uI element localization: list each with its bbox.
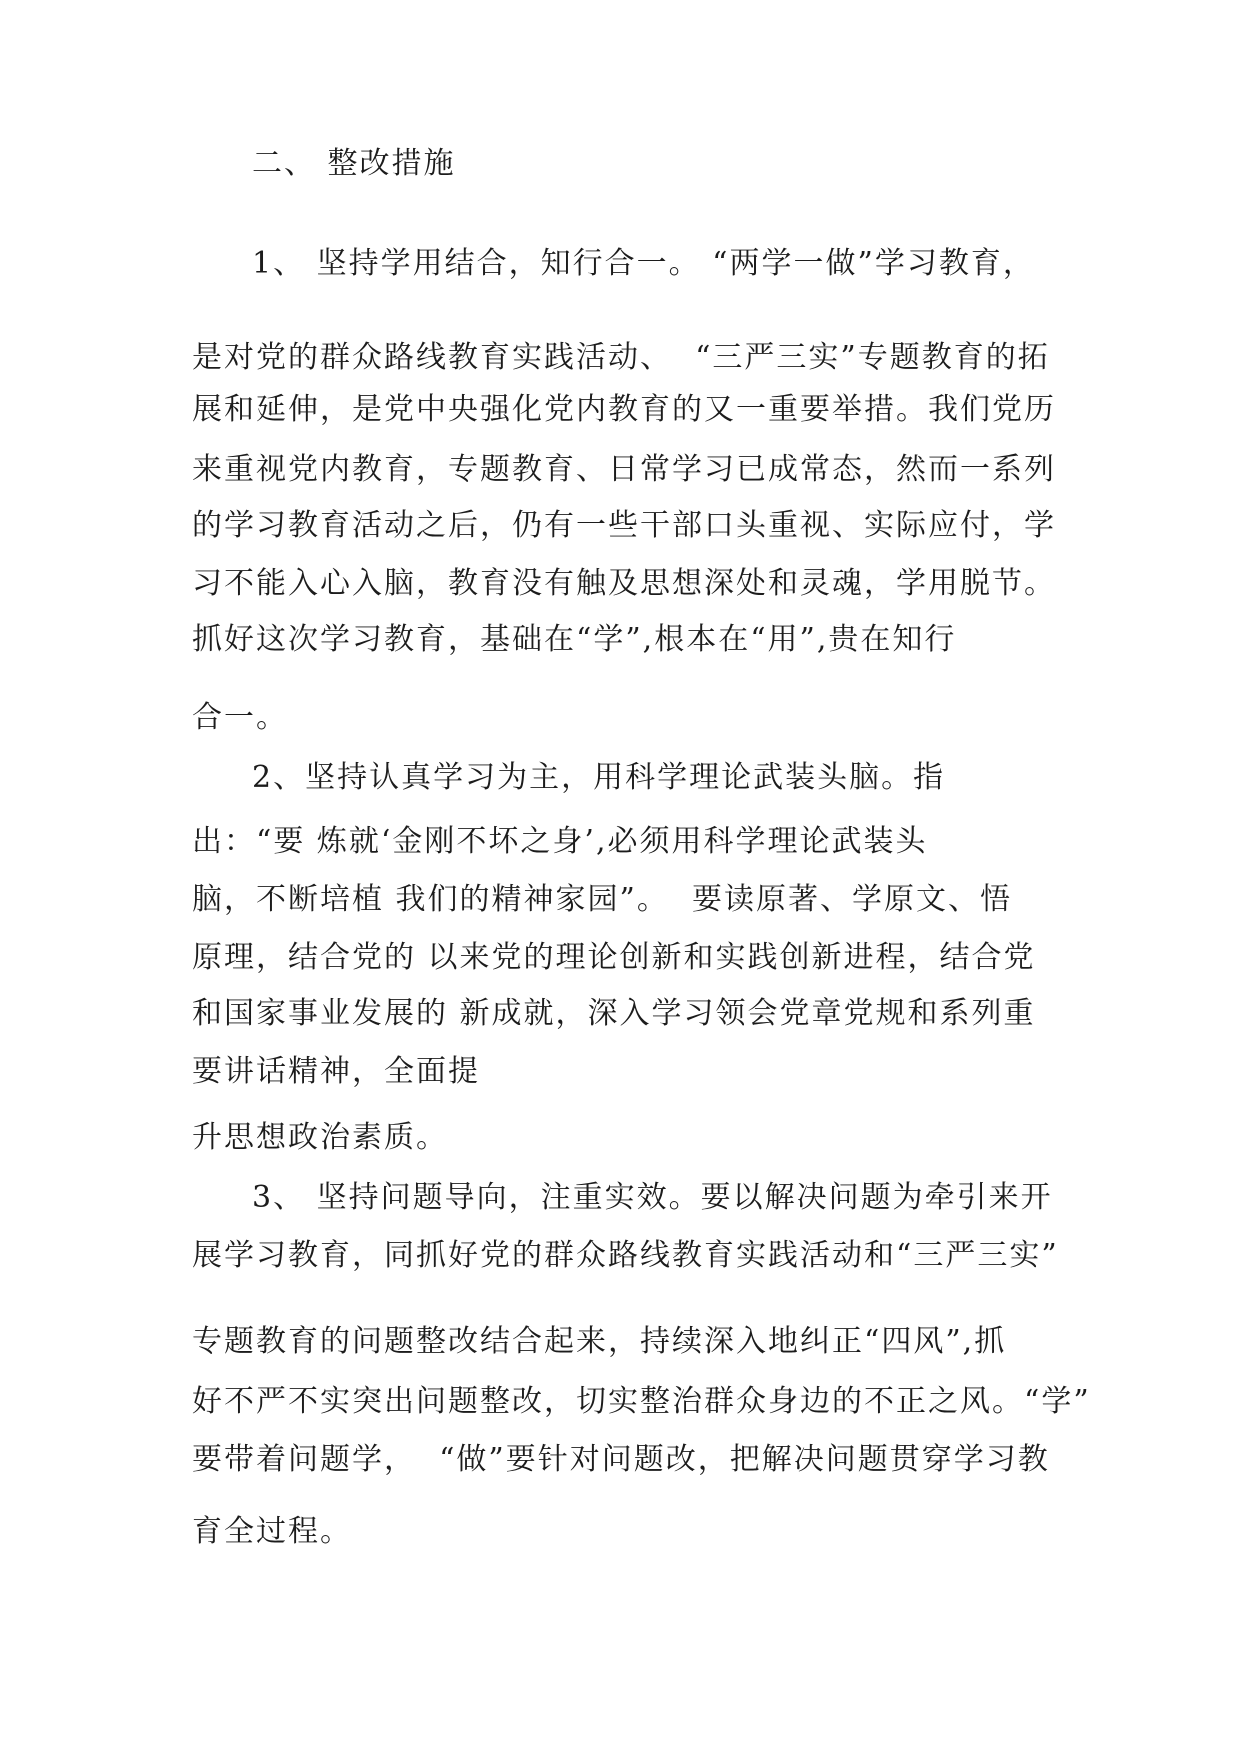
text-line: 出：“要 炼就‘金刚不坏之身’,必须用科学理论武装头	[192, 824, 928, 859]
text-line: 专题教育的问题整改结合起来，持续深入地纠正“四风”,抓	[192, 1324, 1007, 1359]
text-line: 脑，不断培植 我们的精神家园”。 要读原著、学原文、悟	[192, 882, 1012, 917]
text-line: 展和延伸，是党中央强化党内教育的又一重要举措。我们党历	[192, 392, 1056, 427]
text-line: 展学习教育，同抓好党的群众路线教育实践活动和“三严三实”	[192, 1238, 1059, 1273]
text-line: 是对党的群众路线教育实践活动、 “三严三实”专题教育的拓	[192, 340, 1050, 375]
text-line: 1、 坚持学用结合，知行合一。 “两学一做”学习教育，	[252, 246, 1035, 281]
text-line: 习不能入心入脑，教育没有触及思想深处和灵魂，学用脱节。	[192, 566, 1056, 601]
text-line: 要讲话精神，全面提	[192, 1054, 480, 1089]
text-line: 要带着问题学， “做”要针对问题改，把解决问题贯穿学习教	[192, 1442, 1050, 1477]
text-line: 合一。	[192, 700, 288, 735]
text-line: 原理，结合党的 以来党的理论创新和实践创新进程，结合党	[192, 940, 1036, 975]
text-line: 2、坚持认真学习为主，用科学理论武装头脑。指	[252, 760, 946, 795]
text-line: 抓好这次学习教育，基础在“学”,根本在“用”,贵在知行	[192, 622, 957, 657]
text-line: 来重视党内教育，专题教育、日常学习已成常态，然而一系列	[192, 452, 1056, 487]
section-heading: 二、 整改措施	[252, 146, 456, 181]
text-line: 和国家事业发展的 新成就，深入学习领会党章党规和系列重	[192, 996, 1036, 1031]
text-line: 升思想政治素质。	[192, 1120, 448, 1155]
text-line: 3、 坚持问题导向，注重实效。要以解决问题为牵引来开	[252, 1180, 1053, 1215]
text-line: 的学习教育活动之后，仍有一些干部口头重视、实际应付，学	[192, 508, 1056, 543]
text-line: 好不严不实突出问题整改，切实整治群众身边的不正之风。“学”	[192, 1384, 1091, 1419]
text-line: 育全过程。	[192, 1514, 352, 1549]
